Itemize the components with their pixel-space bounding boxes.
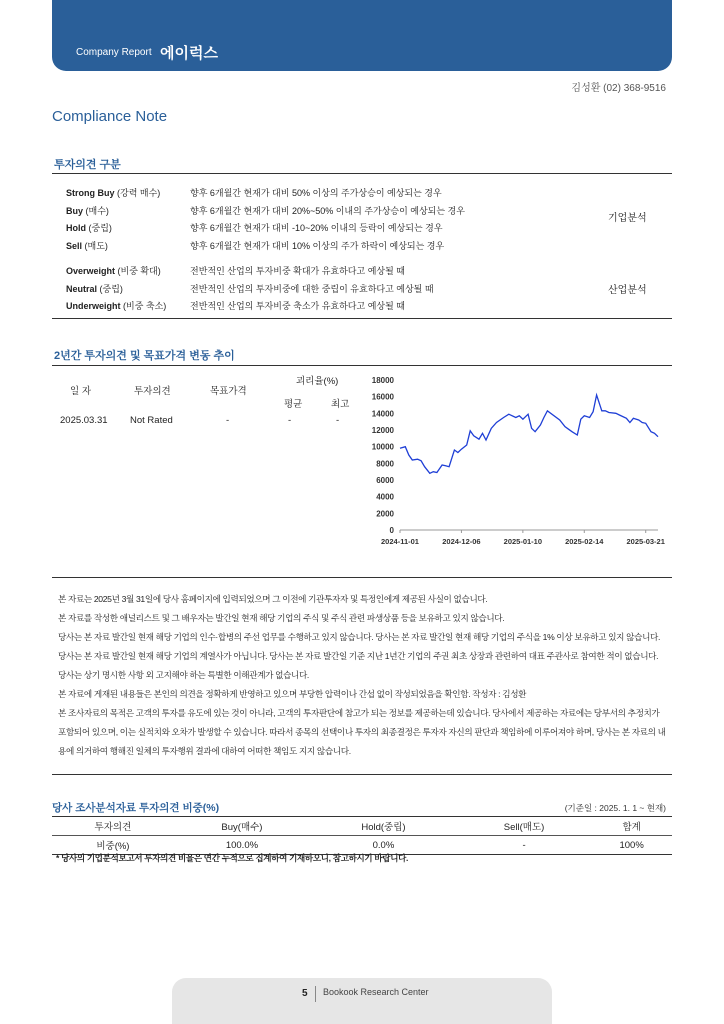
industry-analysis-label: 산업분석	[608, 285, 647, 296]
rating-term-name: Overweight	[66, 266, 116, 276]
price-line	[400, 395, 658, 473]
history-avg: -	[288, 415, 292, 426]
disclaimer-paragraph: 당사는 본 자료 발간일 현재 해당 기업의 인수·합병의 주선 업무를 수행하고 있지 않습니다. 당사는 본 자료 발간일 현재 해당 기업의 주식을 1% 이상 보유하고 있지 않습니다. 당사는 본 자료 발간일 현재 해당 기업의 계열사가 아닙니다. 당사는 본 자료 발간일 기준 지난 1년간 기업의 주권 최초 상장과 관련하여 대표 주관사로 참여한 적이 없습니다. 당사는 상기 명시한 사항 외 고지해야 하는 특별한 이해관계가 없습니다.	[58, 632, 661, 680]
distribution-header-row	[52, 817, 672, 836]
rating-term-korean: (강력 매수)	[117, 188, 161, 198]
rating-description: 향후 6개월간 현재가 대비 -10~20% 이내의 등락이 예상되는 경우	[190, 223, 443, 233]
distribution-table	[52, 816, 672, 855]
x-tick-label: 2025-01-10	[503, 537, 543, 546]
section-divider	[52, 318, 672, 319]
rating-term-korean: (비중 축소)	[123, 301, 167, 311]
rating-row	[66, 264, 405, 277]
disclaimer-paragraph: 본 자료에 게재된 내용들은 본인의 의견을 정확하게 반영하고 있으며 부당한 압력이나 간섭 없이 작성되었음을 확인함. 작성자 : 김성환	[58, 689, 527, 699]
report-header-band	[52, 0, 672, 71]
distribution-cell: -	[522, 839, 526, 851]
report-type-tag: Company Report	[76, 47, 152, 58]
disclaimer-paragraph: 본 조사자료의 목적은 고객의 투자를 유도에 있는 것이 아니라, 고객의 투자판단에 참고가 되는 정보를 제공하는데 있습니다. 당사에서 제공하는 자료에는 당부서의 추정치가 포함되어 있으며, 이는 실적치와 오차가 발생할 수 있습니다. 따라서 종목의 선택이나 투자의 최종결정은 투자자 자신의 판단과 책임하에 이루어져야 하며, 당사는 본 자료의 내용에 의거하여 행해진 일체의 투자행위 결과에 대하여 어떠한 책임도 지지 않습니다.	[58, 708, 666, 756]
rating-description: 향후 6개월간 현재가 대비 50% 이상의 주가상승이 예상되는 경우	[190, 188, 442, 198]
rating-row	[66, 221, 443, 234]
col-opinion: 투자의견	[134, 386, 171, 397]
history-date: 2025.03.31	[60, 415, 108, 426]
rating-term-korean: (비중 확대)	[117, 266, 161, 276]
rating-term-name: Hold	[66, 223, 86, 233]
rating-description: 향후 6개월간 현재가 대비 20%~50% 이내의 주가상승이 예상되는 경우	[190, 205, 465, 216]
disclaimer-paragraph: 본 자료를 작성한 애널리스트 및 그 배우자는 발간일 현재 해당 기업의 주식 및 주식 관련 파생상품 등을 보유하고 있지 않습니다.	[58, 613, 505, 623]
distribution-header-cell: Hold(중립)	[361, 822, 406, 833]
rating-term-name: Strong Buy	[66, 188, 115, 198]
rating-term	[66, 221, 190, 234]
rating-row	[66, 282, 434, 295]
page-footer	[172, 978, 552, 1024]
price-chart	[360, 370, 672, 552]
rating-term	[66, 282, 190, 295]
price-chart-svg	[360, 370, 672, 552]
y-tick-label: 12000	[371, 426, 394, 435]
col-divergence: 괴리율(%)	[296, 376, 339, 387]
distribution-cell: 100%	[619, 839, 644, 851]
distribution-header-cell: Sell(매도)	[503, 822, 545, 833]
y-tick-label: 8000	[376, 459, 394, 469]
distribution-header-cell: Buy(매수)	[221, 822, 263, 833]
rating-term	[66, 204, 190, 217]
distribution-basis: (기준일 : 2025. 1. 1 ~ 현재)	[564, 803, 666, 813]
rating-description: 전반적인 산업의 투자비중에 대한 중립이 유효하다고 예상될 때	[190, 283, 434, 294]
distribution-footnote: * 당사의 기업분석보고서 투자의견 비율은 연간 누적으로 집계하여 기재하오니, 참고하시기 바랍니다.	[56, 853, 409, 863]
company-analysis-label: 기업분석	[608, 213, 647, 224]
analyst-contact: 김성환 (02) 368-9516	[571, 83, 666, 94]
distribution-header-cell: 투자의견	[94, 822, 132, 833]
rating-term	[66, 239, 190, 252]
distribution-cell: 0.0%	[372, 839, 395, 851]
research-center-name: Bookook Research Center	[323, 987, 429, 997]
col-target: 목표가격	[210, 386, 247, 397]
distribution-header-cell: 합계	[622, 822, 641, 833]
rating-definitions-title: 투자의견 구분	[54, 159, 121, 171]
rating-description: 전반적인 산업의 투자비중 확대가 유효하다고 예상될 때	[190, 266, 405, 276]
y-tick-label: 18000	[371, 376, 394, 385]
disclaimer-text	[58, 590, 668, 761]
rating-term-name: Sell	[66, 240, 83, 251]
col-max: 최고	[331, 399, 350, 410]
rating-term-name: Buy	[66, 205, 84, 216]
footer-divider	[315, 986, 316, 1002]
rating-term-korean: (매도)	[84, 240, 108, 251]
page-title: Compliance Note	[52, 108, 168, 125]
distribution-cell: 100.0%	[225, 839, 259, 851]
y-tick-label: 4000	[376, 492, 394, 502]
rating-description: 전반적인 산업의 투자비중 축소가 유효하다고 예상될 때	[190, 301, 405, 311]
col-avg: 평균	[284, 399, 303, 410]
rating-description: 향후 6개월간 현재가 대비 10% 이상의 주가 하락이 예상되는 경우	[190, 240, 445, 251]
y-tick-label: 0	[389, 526, 394, 535]
y-tick-label: 10000	[371, 442, 394, 452]
y-tick-label: 2000	[376, 509, 394, 519]
section-divider	[52, 173, 672, 174]
rating-row	[66, 299, 405, 312]
company-name: 에이럭스	[160, 45, 218, 62]
section-divider	[52, 365, 672, 366]
x-tick-label: 2024-12-06	[442, 537, 481, 546]
rating-term	[66, 264, 190, 277]
x-tick-label: 2025-02-14	[565, 537, 604, 546]
distribution-cell: 비중(%)	[96, 841, 130, 852]
rating-term-korean: (중립)	[88, 223, 112, 233]
y-tick-label: 14000	[371, 409, 394, 419]
history-opinion: Not Rated	[130, 415, 173, 426]
distribution-title: 당사 조사분석자료 투자의견 비중(%)	[52, 802, 220, 814]
disclaimer-paragraph: 본 자료는 2025년 3월 31일에 당사 홈페이지에 입력되었으며 그 이전에 기관투자자 및 특정인에게 제공된 사실이 없습니다.	[58, 594, 488, 604]
page-number: 5	[302, 988, 308, 999]
history-target: -	[226, 415, 230, 426]
history-max: -	[336, 415, 340, 426]
y-tick-label: 6000	[376, 476, 394, 485]
rating-term-korean: (중립)	[99, 283, 123, 294]
rating-row	[66, 204, 465, 217]
rating-term-name: Underweight	[66, 301, 121, 311]
x-tick-label: 2025-03-21	[626, 537, 665, 546]
rating-term-korean: (매수)	[85, 205, 109, 216]
y-tick-label: 16000	[371, 392, 394, 402]
rating-row	[66, 186, 442, 199]
rating-term-name: Neutral	[66, 283, 98, 294]
col-date: 일 자	[70, 386, 91, 397]
x-tick-label: 2024-11-01	[381, 537, 419, 546]
rating-term	[66, 186, 190, 199]
history-section-title: 2년간 투자의견 및 목표가격 변동 추이	[54, 350, 235, 362]
rating-row	[66, 239, 444, 252]
section-divider	[52, 774, 672, 775]
rating-term	[66, 299, 190, 312]
section-divider	[52, 577, 672, 578]
